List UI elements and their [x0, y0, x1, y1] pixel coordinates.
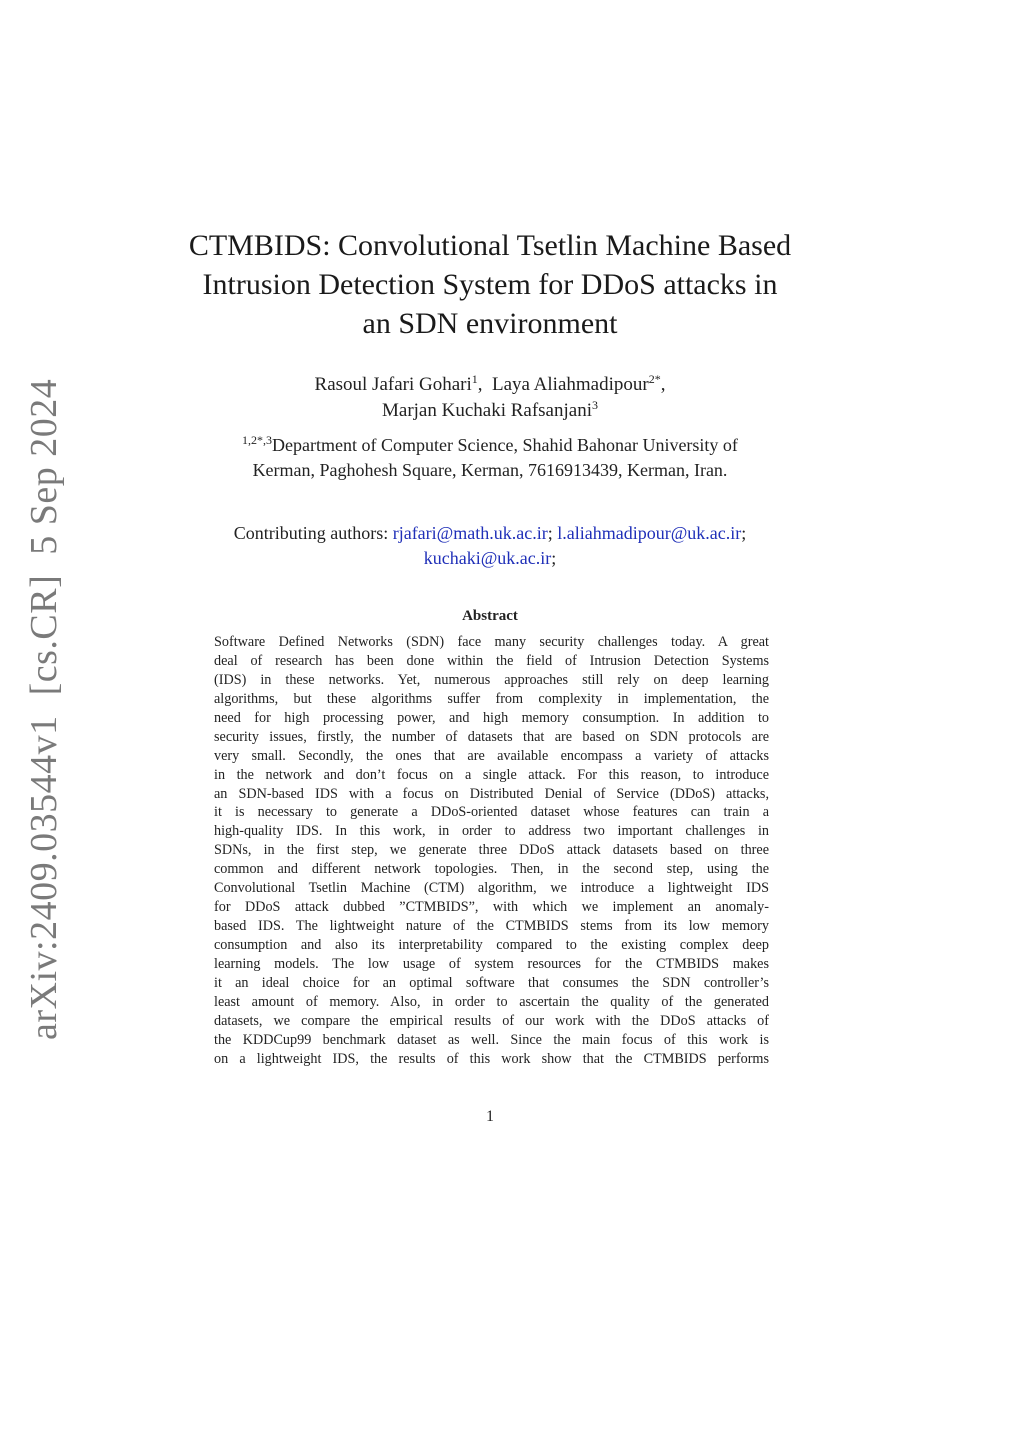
contributing-authors: Contributing authors: rjafari@math.uk.ac.ir; l.aliahmadipour@uk.ac.ir; kuchaki@uk.ac.ir; [233, 523, 747, 568]
abstract-line: it an ideal choice for an optimal software that consumes the SDN controller’s [214, 974, 769, 991]
abstract-line: deal of research has been done within the field of Intrusion Detection Systems [214, 652, 769, 669]
abstract-line: it is necessary to generate a DDoS-oriented dataset whose features can train a [214, 804, 769, 821]
page-number: 1 [486, 1108, 494, 1125]
arxiv-id: arXiv:2409.03544v1 [23, 715, 65, 1040]
abstract-line: (IDS) in these networks. Yet, numerous approaches still rely on deep learning [214, 671, 769, 688]
abstract-line: datasets, we compare the empirical results of our work with the DDoS attacks of [214, 1012, 769, 1029]
author-name: Rasoul Jafari Gohari [314, 374, 472, 395]
abstract-line: consumption and also its interpretability compared to the existing complex deep [214, 937, 769, 953]
abstract-heading: Abstract [462, 608, 518, 624]
paper-title [170, 226, 810, 343]
author-list: Rasoul Jafari Gohari$^1$, Laya Aliahmadipour$^{2*}$, Marjan Kuchaki Rafsanjani$^3$ [314, 372, 666, 421]
title-line: CTMBIDS: Convolutional Tsetlin Machine Based [188, 229, 792, 262]
abstract-line: least amount of memory. Also, in order to ascertain the quality of the generated [214, 993, 769, 1010]
arxiv-category: [cs.CR] [23, 574, 65, 696]
email-link[interactable]: kuchaki@uk.ac.ir [423, 548, 552, 568]
title-line: Intrusion Detection System for DDoS attacks in [202, 268, 778, 301]
author-affiliation-mark: 2* [648, 372, 661, 386]
abstract-line: algorithms, but these algorithms suffer from complexity in implementation, the [214, 690, 769, 707]
abstract-line: the KDDCup99 benchmark dataset as well. Since the main focus of this work is [214, 1031, 769, 1048]
abstract-line: an SDN-based IDS with a focus on Distributed Denial of Service (DDoS) attacks, [214, 785, 769, 802]
abstract-line: high-quality IDS. In this work, in order to address two important challenges in [214, 823, 769, 840]
abstract-line: Convolutional Tsetlin Machine (CTM) algorithm, we introduce a lightweight IDS [214, 880, 769, 897]
abstract-line: on a lightweight IDS, the results of this work show that the CTMBIDS performs [214, 1050, 769, 1067]
contrib-label: Contributing authors: [233, 523, 389, 543]
author-affiliation-mark: 3 [591, 398, 598, 412]
title-line: an SDN environment [362, 307, 618, 340]
abstract-line: common and different network topologies. Then, in the second step, using the [214, 861, 769, 878]
arxiv-date: 5 Sep 2024 [23, 378, 65, 555]
abstract-line: based IDS. The lightweight nature of the CTMBIDS stems from its low memory [214, 918, 769, 935]
affiliation-mark: 1,2*,3 [242, 433, 273, 447]
author-name: Marjan Kuchaki Rafsanjani [382, 400, 592, 421]
abstract-body [214, 633, 769, 1069]
affiliation-line: Kerman, Paghohesh Square, Kerman, 7616913439, Kerman, Iran. [252, 460, 728, 480]
abstract-line: very small. Secondly, the ones that are available encompass a variety of attacks [214, 747, 769, 764]
author-affiliation-mark: 1 [471, 372, 478, 386]
email-link[interactable]: rjafari@math.uk.ac.ir [392, 523, 548, 543]
arxiv-identifier-stamp [22, 379, 66, 1040]
author-name: Laya Aliahmadipour [492, 374, 649, 395]
abstract-line: Software Defined Networks (SDN) face many security challenges today. A great [214, 634, 769, 650]
email-link[interactable]: l.aliahmadipour@uk.ac.ir [557, 523, 742, 543]
affiliation-line: Department of Computer Science, Shahid Bahonar University of [272, 435, 738, 455]
affiliation [170, 433, 810, 483]
abstract-line: SDNs, in the first step, we generate three DDoS attack datasets based on three [214, 842, 769, 859]
abstract-line: in the network and don’t focus on a single attack. For this reason, to introduce [214, 766, 769, 783]
abstract-line: need for high processing power, and high memory consumption. In addition to [214, 709, 769, 726]
abstract-line: security issues, firstly, the number of datasets that are based on SDN protocols are [214, 728, 769, 745]
abstract-line: for DDoS attack dubbed ”CTMBIDS”, with which we implement an anomaly- [214, 899, 769, 916]
abstract-line: learning models. The low usage of system resources for the CTMBIDS makes [214, 955, 769, 972]
